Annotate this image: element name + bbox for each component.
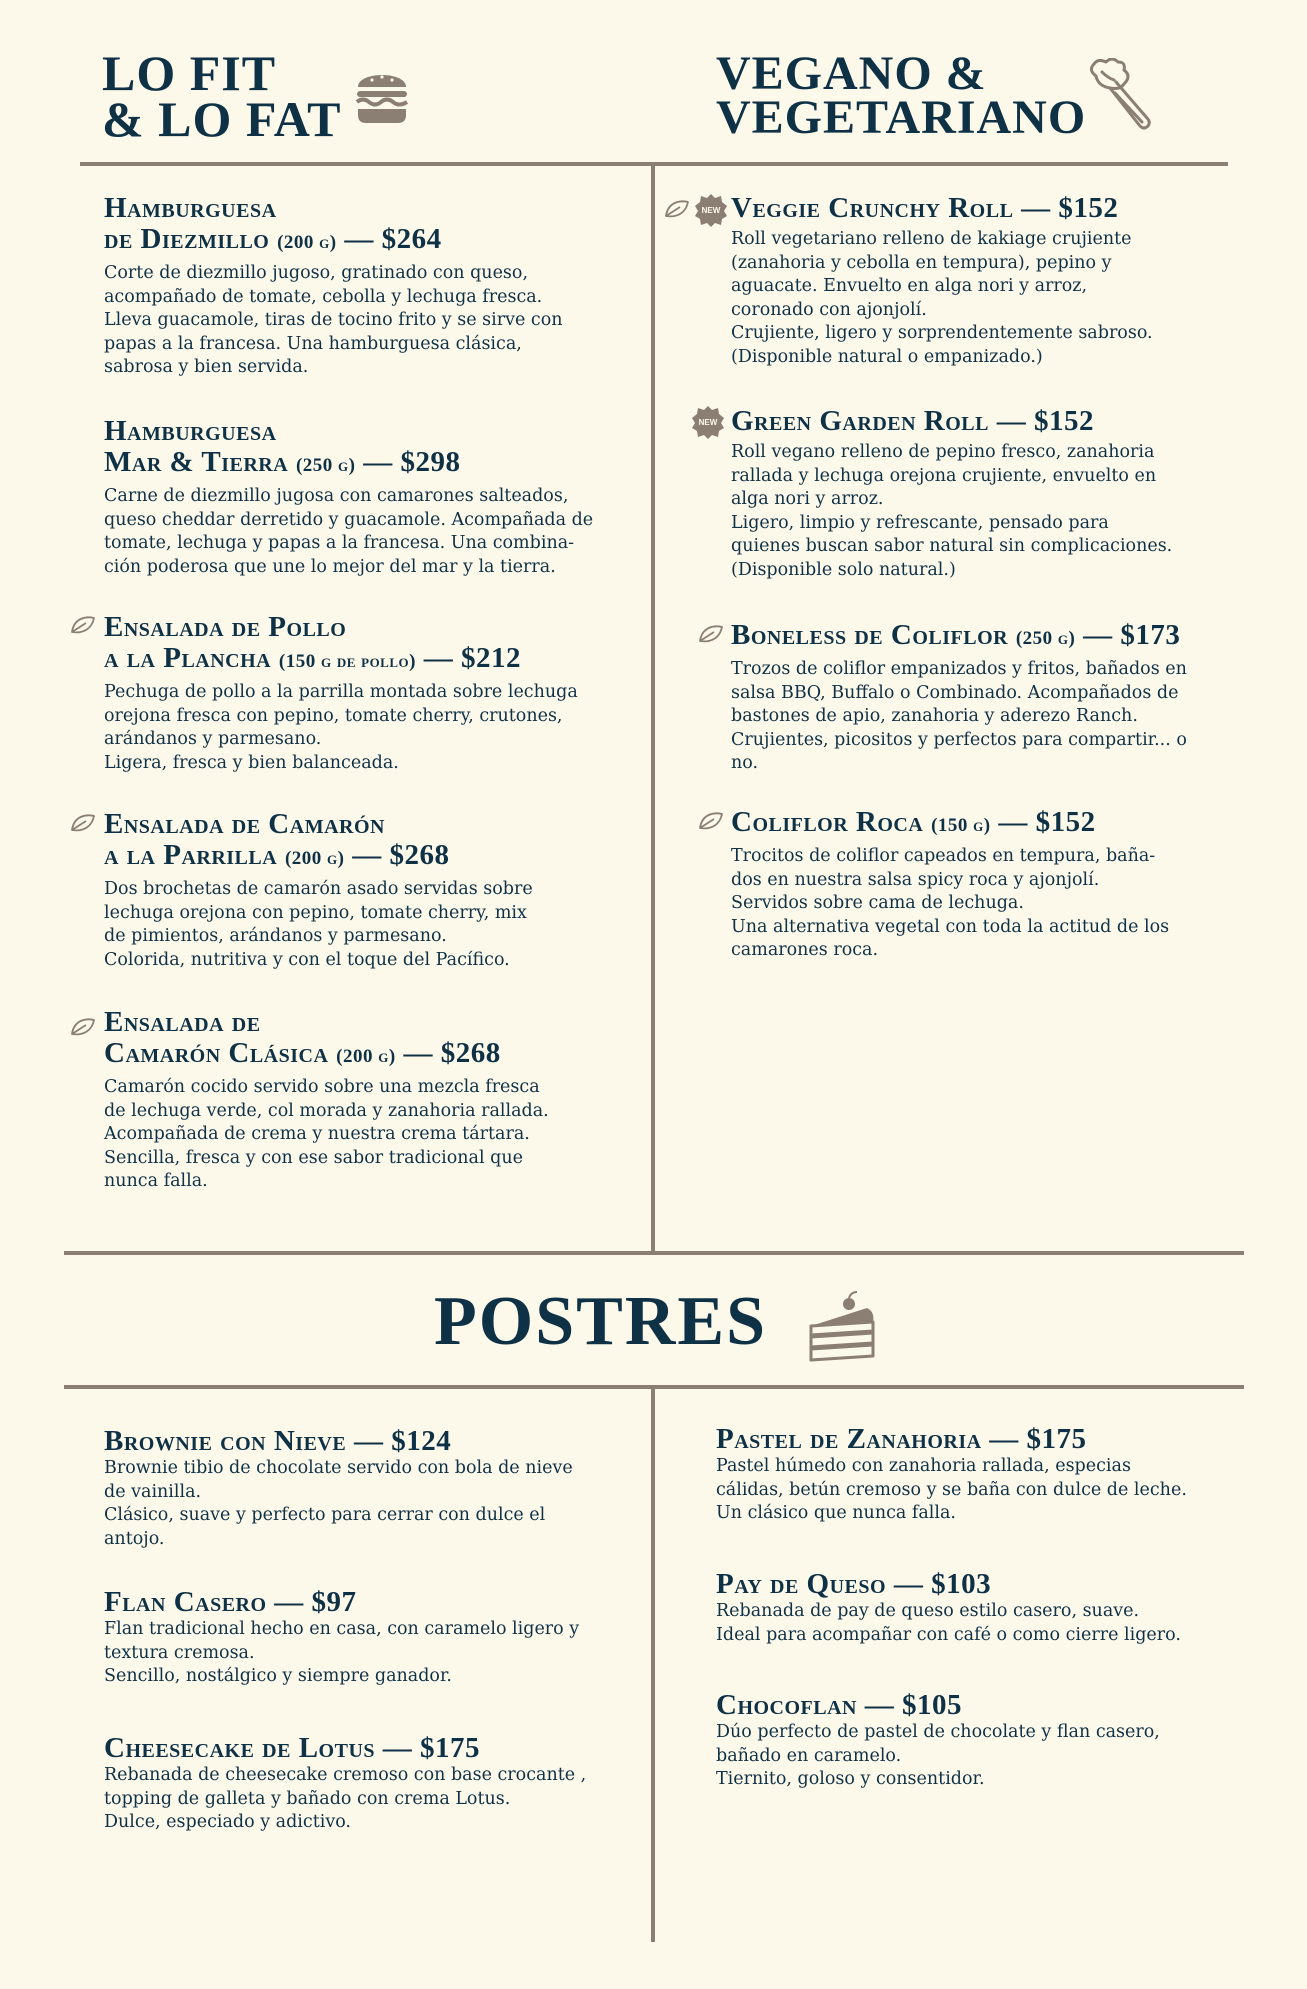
- section-title-fit: LO FIT & LO FAT: [102, 45, 342, 147]
- top-column-divider: [651, 164, 655, 1254]
- item-name: Boneless de Coliflor (250 g) — $173: [731, 619, 1181, 651]
- menu-item: [104, 1587, 634, 1689]
- menu-item: [104, 193, 624, 380]
- item-name: Brownie con Nieve — $124: [104, 1425, 452, 1457]
- item-description: Roll vegetariano relleno de kakiage crujiente (zanahoria y cebolla en tempura), pepino y aguacate. Envuelto en alga nori y arroz, coronado con ajonjolí. Crujiente, ligero y sorprendentemente sabroso. (Disponible natural o empanizado.): [731, 229, 1153, 367]
- item-description: Flan tradicional hecho en casa, con caramelo ligero y textura cremosa. Sencillo, nostálgico y siempre ganador.: [104, 1619, 580, 1686]
- item-name: Cheesecake de Lotus — $175: [104, 1732, 481, 1764]
- item-name: Flan Casero — $97: [104, 1586, 357, 1618]
- svg-text:NEW: NEW: [698, 418, 718, 427]
- item-description: Carne de diezmillo jugosa con camarones salteados, queso cheddar derretido y guacamole. Acompañada de tomate, lechuga y papas a la francesa. Una combina- ción poderosa que une lo mejor del mar y la tierra.: [104, 486, 594, 577]
- item-name: Ensalada de Camarón a la Parrilla (200 g) — $268: [104, 808, 450, 871]
- item-name: Hamburguesa de Diezmillo (200 g) — $264: [104, 192, 442, 255]
- cake-slice-icon: [805, 1290, 881, 1366]
- menu-item: [104, 416, 624, 579]
- menu-item: [104, 809, 624, 972]
- item-name: Ensalada de Pollo a la Plancha (150 g de pollo) — $212: [104, 611, 521, 674]
- leaf-icon: [70, 812, 96, 834]
- item-name: Pastel de Zanahoria — $175: [716, 1423, 1087, 1455]
- item-description: Camarón cocido servido sobre una mezcla fresca de lechuga verde, col morada y zanahoria rallada. Acompañada de crema y nuestra crema tártara. Sencilla, fresca y con ese sabor tradicional que nunca falla.: [104, 1077, 549, 1191]
- item-description: Trocitos de coliflor capeados en tempura, baña- dos en nuestra salsa spicy roca y ajonjolí. Servidos sobre cama de lechuga. Una alternativa vegetal con toda la actitud de los camarones roca.: [731, 846, 1170, 960]
- item-name: Pay de Queso — $103: [716, 1568, 992, 1600]
- item-name: Veggie Crunchy Roll — $152: [731, 192, 1119, 224]
- section-title-vegan: VEGANO & VEGETARIANO: [716, 47, 1087, 145]
- leaf-icon: [70, 614, 96, 636]
- menu-item: [104, 612, 624, 775]
- leaf-icon: [664, 198, 690, 220]
- item-description: Rebanada de cheesecake cremoso con base crocante , topping de galleta y bañado con crema Lotus. Dulce, especiado y adictivo.: [104, 1765, 587, 1832]
- leaf-icon: [70, 1016, 96, 1038]
- item-name: Ensalada de Camarón Clásica (200 g) — $268: [104, 1006, 501, 1069]
- new-badge-icon: [691, 405, 725, 439]
- item-description: Dúo perfecto de pastel de chocolate y flan casero, bañado en caramelo. Tiernito, goloso y consentidor.: [716, 1722, 1160, 1789]
- menu-item: [716, 1569, 1246, 1647]
- middle-rule: [64, 1251, 1244, 1255]
- item-description: Dos brochetas de camarón asado servidas sobre lechuga orejona con pepino, tomate cherry, mix de pimientos, arándanos y parmesano. Colorida, nutritiva y con el toque del Pacífico.: [104, 879, 533, 970]
- item-description: Trozos de coliflor empanizados y fritos, bañados en salsa BBQ, Buffalo o Combinado. Acompañados de bastones de apio, zanahoria y aderezo Ranch. Crujientes, picositos y perfectos para compartir... o no.: [731, 659, 1187, 773]
- item-description: Rebanada de pay de queso estilo casero, suave. Ideal para acompañar con café o como cierre ligero.: [716, 1601, 1181, 1645]
- menu-item: [731, 620, 1241, 776]
- burger-icon: [354, 65, 410, 125]
- celery-icon: [1088, 58, 1154, 132]
- item-name: Coliflor Roca (150 g) — $152: [731, 806, 1096, 838]
- item-description: Pechuga de pollo a la parrilla montada sobre lechuga orejona fresca con pepino, tomate cherry, crutones, arándanos y parmesano. Ligera, fresca y bien balanceada.: [104, 682, 578, 773]
- section-title-postres: POSTRES: [434, 1283, 767, 1360]
- menu-item: [104, 1733, 634, 1835]
- menu-item: [731, 807, 1241, 963]
- menu-item: [716, 1424, 1246, 1526]
- menu-item: [716, 1690, 1246, 1792]
- menu-item: [104, 1426, 634, 1551]
- menu-item: [731, 193, 1231, 369]
- item-name: Hamburguesa Mar & Tierra (250 g) — $298: [104, 415, 461, 478]
- item-description: Corte de diezmillo jugoso, gratinado con queso, acompañado de tomate, cebolla y lechuga fresca. Lleva guacamole, tiras de tocino frito y se sirve con papas a la francesa. Una hamburguesa clásica, sabrosa y bien servida.: [104, 263, 563, 377]
- item-description: Pastel húmedo con zanahoria rallada, especias cálidas, betún cremoso y se baña con dulce de leche. Un clásico que nunca falla.: [716, 1456, 1187, 1523]
- svg-text:NEW: NEW: [701, 206, 721, 215]
- item-description: Roll vegano relleno de pepino fresco, zanahoria rallada y lechuga orejona crujiente, envuelto en alga nori y arroz. Ligero, limpio y refrescante, pensado para quienes buscan sabor natural sin complicaciones. (Disponible solo natural.): [731, 442, 1173, 580]
- menu-item: [731, 406, 1231, 582]
- bottom-column-divider: [651, 1387, 655, 1942]
- new-badge-icon: [694, 193, 728, 227]
- item-name: Green Garden Roll — $152: [731, 405, 1094, 437]
- item-description: Brownie tibio de chocolate servido con bola de nieve de vainilla. Clásico, suave y perfecto para cerrar con dulce el antojo.: [104, 1458, 573, 1549]
- leaf-icon: [698, 810, 724, 832]
- item-name: Chocoflan — $105: [716, 1689, 962, 1721]
- menu-item: [104, 1007, 624, 1194]
- leaf-icon: [698, 623, 724, 645]
